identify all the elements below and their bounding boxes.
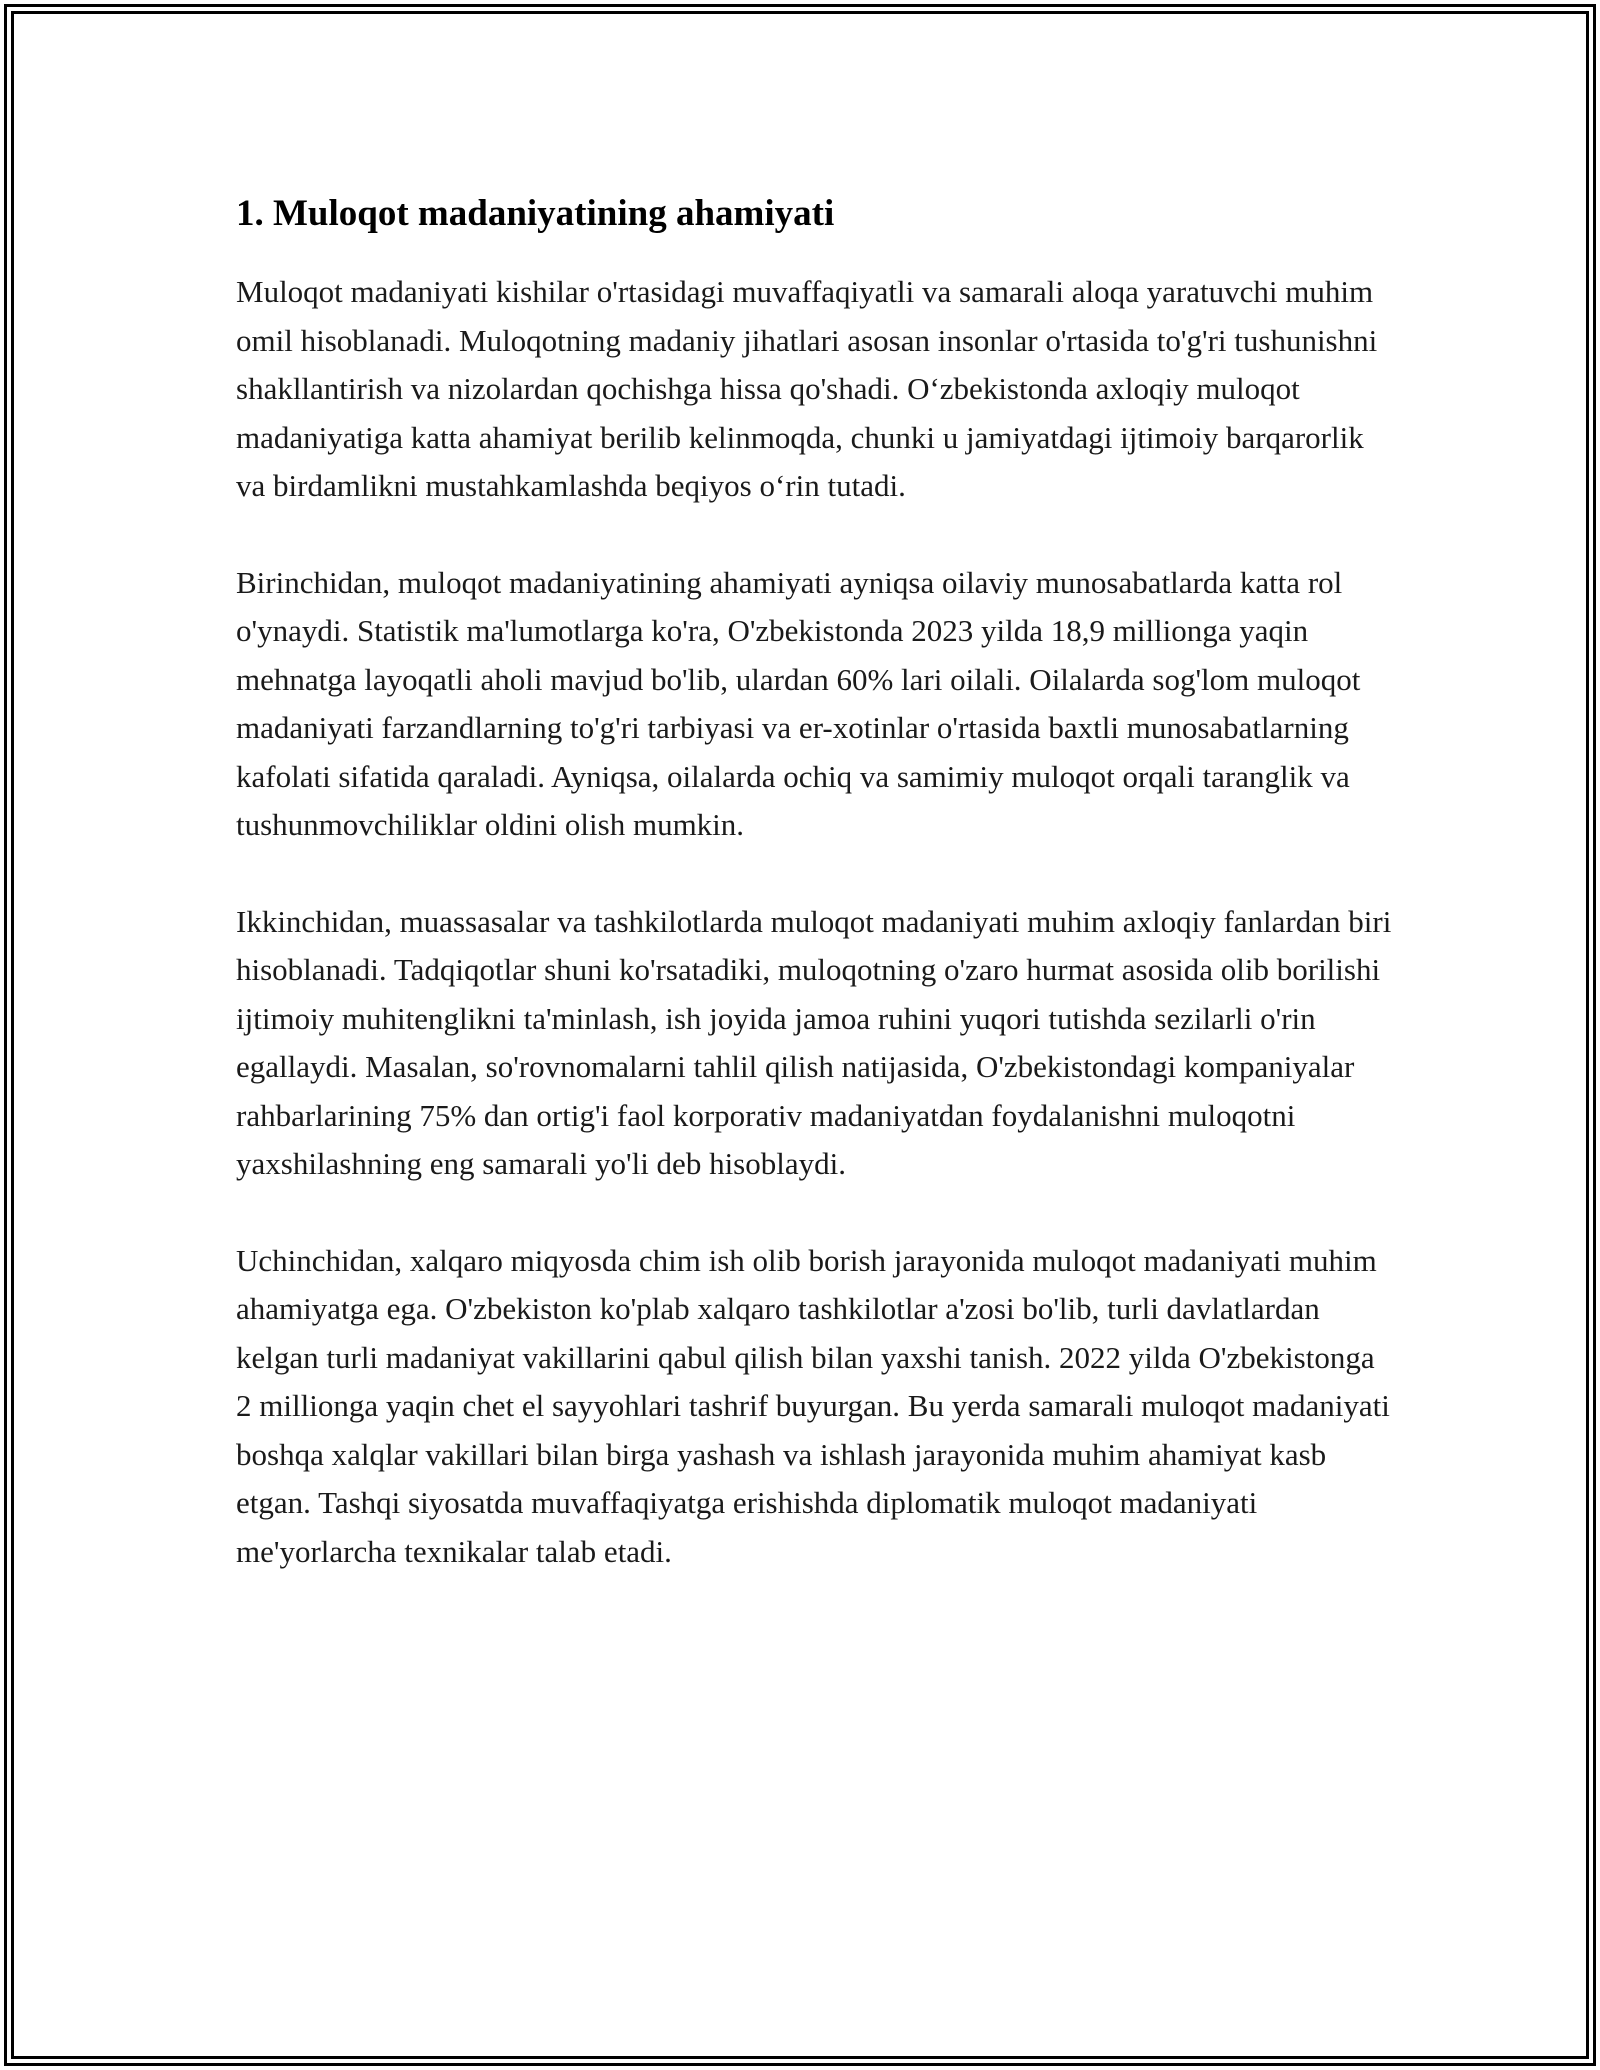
paragraph-intro: Muloqot madaniyati kishilar o'rtasidagi muvaffaqiyatli va samarali aloqa yaratuvchi muhim omil hisoblanadi. Muloqotning madaniy jihatlari asosan insonlar o'rtasida to'g'ri tushunishni shakllantirish va nizolardan qochishga hissa qo'shadi. O‘zbekistonda axloqiy muloqot madaniyatiga katta ahamiyat berilib kelinmoqda, chunki u jamiyatdagi ijtimoiy barqarorlik va birdamlikni mustahkamlashda beqiyos o‘rin tutadi. — [236, 274, 1378, 503]
section-heading: 1. Muloqot madaniyatining ahamiyati — [236, 193, 835, 234]
document-body — [236, 186, 1396, 1624]
paragraph-first: Birinchidan, muloqot madaniyatining ahamiyati ayniqsa oilaviy munosabatlarda katta rol o'ynaydi. Statistik ma'lumotlarga ko'ra, O'zbekistonda 2023 yilda 18,9 millionga yaqin mehnatga layoqatli aholi mavjud bo'lib, ulardan 60% lari oilali. Oilalarda sog'lom muloqot madaniyati farzandlarning to'g'ri tarbiyasi va er-xotinlar o'rtasida baxtli munosabatlarning kafolati sifatida qaraladi. Ayniqsa, oilalarda ochiq va samimiy muloqot orqali taranglik va tushunmovchiliklar oldini olish mumkin. — [236, 564, 1361, 842]
paragraph-third: Uchinchidan, xalqaro miqyosda chim ish olib borish jarayonida muloqot madaniyati muhim ahamiyatga ega. O'zbekiston ko'plab xalqaro tashkilotlar a'zosi bo'lib, turli davlatlardan kelgan turli madaniyat vakillarini qabul qilish bilan yaxshi tanish. 2022 yilda O'zbekistonga 2 millionga yaqin chet el sayyohlari tashrif buyurgan. Bu yerda samarali muloqot madaniyati boshqa xalqlar vakillari bilan birga yashash va ishlash jarayonida muhim ahamiyat kasb etgan. Tashqi siyosatda muvaffaqiyatga erishishda diplomatik muloqot madaniyati me'yorlarcha texnikalar talab etadi. — [236, 1242, 1390, 1569]
paragraph-second: Ikkinchidan, muassasalar va tashkilotlarda muloqot madaniyati muhim axloqiy fanlardan biri hisoblanadi. Tadqiqotlar shuni ko'rsatadiki, muloqotning o'zaro hurmat asosida olib borilishi ijtimoiy muhitenglikni ta'minlash, ish joyida jamoa ruhini yuqori tutishda sezilarli o'rin egallaydi. Masalan, so'rovnomalarni tahlil qilish natijasida, O'zbekistondagi kompaniyalar rahbarlarining 75% dan ortig'i faol korporativ madaniyatdan foydalanishni muloqotni yaxshilashning eng samarali yo'li deb hisoblaydi. — [236, 903, 1392, 1181]
